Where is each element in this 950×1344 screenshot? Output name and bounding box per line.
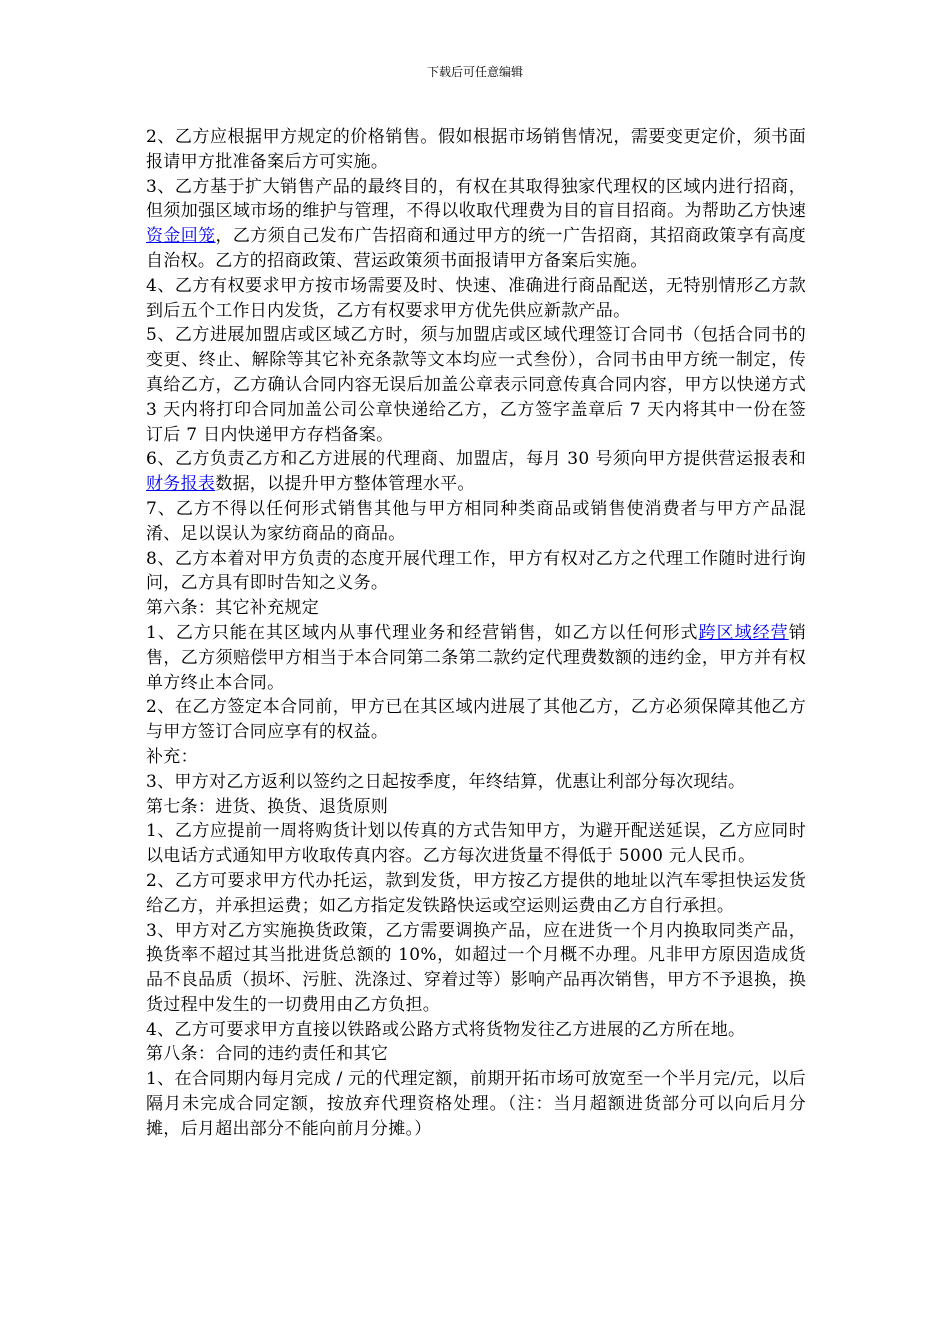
paragraph-p13 bbox=[146, 795, 806, 820]
paragraph-p18 bbox=[146, 1042, 806, 1067]
paragraph-p17 bbox=[146, 1018, 806, 1043]
page-header: 下载后可任意编辑 bbox=[426, 65, 523, 79]
paragraph-text: 2、在乙方签定本合同前，甲方已在其区域内进展了其他乙方，乙方必须保障其他乙方与甲方签订合同应享有的权益。 bbox=[146, 697, 806, 743]
inline-link[interactable]: 资金回笼 bbox=[146, 226, 216, 247]
paragraph-text: 第七条：进货、换货、退货原则 bbox=[146, 796, 389, 817]
inline-link[interactable]: 跨区域经营 bbox=[698, 622, 789, 643]
paragraph-text: 2、乙方可要求甲方代办托运，款到发货，甲方按乙方提供的地址以汽车零担快运发货给乙方，并承担运费；如乙方指定发铁路快运或空运则运费由乙方自行承担。 bbox=[146, 870, 806, 916]
paragraph-text: 销售，乙方须赔偿甲方相当于本合同第二条第二款约定代理费数额的违约金，甲方并有权单方终止本合同。 bbox=[146, 622, 806, 693]
paragraph-p7 bbox=[146, 547, 806, 597]
paragraph-text: 7、乙方不得以任何形式销售其他与甲方相同种类商品或销售使消费者与甲方产品混淆、足以误认为家纺商品的商品。 bbox=[146, 498, 806, 544]
paragraph-text: 1、乙方应提前一周将购货计划以传真的方式告知甲方，为避开配送延误，乙方应同时以电话方式通知甲方收取传真内容。乙方每次进货量不得低于 5000 元人民币。 bbox=[146, 821, 806, 867]
paragraph-text: 3、甲方对乙方实施换货政策，乙方需要调换产品，应在进货一个月内换取同类产品，换货率不超过其当批进货总额的 10%，如超过一个月概不办理。凡非甲方原因造成货品不良品质（损坏、污脏、洗涤过、穿着过等）影响产品再次销售，甲方不予退换，换货过程中发生的一切费用由乙方负担。 bbox=[146, 920, 806, 1015]
paragraph-p11 bbox=[146, 745, 806, 770]
inline-link[interactable]: 财务报表 bbox=[146, 474, 216, 495]
paragraph-p6 bbox=[146, 497, 806, 547]
paragraph-p15 bbox=[146, 869, 806, 919]
paragraph-text: 1、在合同期内每月完成 / 元的代理定额，前期开拓市场可放宽至一个半月完/元，以后隔月未完成合同定额，按放弃代理资格处理。（注：当月超额进货部分可以向后月分摊，后月超出部分不能向前月分摊。） bbox=[146, 1069, 806, 1139]
paragraph-p4 bbox=[146, 323, 806, 447]
paragraph-text: 3、乙方基于扩大销售产品的最终目的，有权在其取得独家代理权的区域内进行招商，但须加强区域市场的维护与管理，不得以收取代理费为目的盲目招商。为帮助乙方快速 bbox=[146, 176, 806, 222]
paragraph-text: 8、乙方本着对甲方负责的态度开展代理工作，甲方有权对乙方之代理工作随时进行询问，乙方具有即时告知之义务。 bbox=[146, 548, 806, 594]
paragraph-text: 4、乙方有权要求甲方按市场需要及时、快速、准确进行商品配送，无特别情形乙方款到后五个工作日内发货，乙方有权要求甲方优先供应新款产品。 bbox=[146, 275, 806, 321]
paragraph-text: 4、乙方可要求甲方直接以铁路或公路方式将货物发往乙方进展的乙方所在地。 bbox=[146, 1019, 746, 1040]
paragraph-p9 bbox=[146, 621, 806, 695]
paragraph-p8 bbox=[146, 596, 806, 621]
paragraph-p16 bbox=[146, 919, 806, 1018]
paragraph-p14 bbox=[146, 819, 806, 869]
paragraph-p3 bbox=[146, 274, 806, 324]
paragraph-p2 bbox=[146, 175, 806, 274]
paragraph-text: 2、乙方应根据甲方规定的价格销售。假如根据市场销售情况，需要变更定价，须书面报请甲方批准备案后方可实施。 bbox=[146, 127, 806, 172]
paragraph-p12 bbox=[146, 770, 806, 795]
paragraph-p10 bbox=[146, 695, 806, 745]
paragraph-text: 第六条：其它补充规定 bbox=[146, 598, 319, 619]
paragraph-text: 3、甲方对乙方返利以签约之日起按季度，年终结算，优惠让利部分每次现结。 bbox=[146, 771, 746, 792]
paragraph-p5 bbox=[146, 447, 806, 497]
paragraph-p19 bbox=[146, 1067, 806, 1141]
paragraph-text: 数据，以提升甲方整体管理水平。 bbox=[215, 474, 475, 495]
paragraph-text: 1、乙方只能在其区域内从事代理业务和经营销售，如乙方以任何形式 bbox=[146, 622, 699, 643]
paragraph-text: ，乙方须自己发布广告招商和通过甲方的统一广告招商，其招商政策享有高度自治权。乙方的招商政策、营运政策须书面报请甲方备案后实施。 bbox=[146, 226, 806, 271]
paragraph-text: 补充： bbox=[146, 746, 198, 767]
document-body bbox=[146, 125, 806, 1142]
paragraph-text: 6、乙方负责乙方和乙方进展的代理商、加盟店，每月 30 号须向甲方提供营运报表和 bbox=[146, 449, 806, 470]
paragraph-p1 bbox=[146, 125, 806, 175]
paragraph-text: 第八条：合同的违约责任和其它 bbox=[146, 1044, 389, 1065]
paragraph-text: 5、乙方进展加盟店或区域乙方时，须与加盟店或区域代理签订合同书（包括合同书的变更、终止、解除等其它补充条款等文本均应一式叁份），合同书由甲方统一制定，传真给乙方，乙方确认合同内容无误后加盖公章表示同意传真合同内容，甲方以快递方式 3 天内将打印合同加盖公司公章快递给乙方，乙方签字盖章后 7 天内将其中一份在签订后 7 日内快递甲方存档备案。 bbox=[146, 325, 806, 445]
